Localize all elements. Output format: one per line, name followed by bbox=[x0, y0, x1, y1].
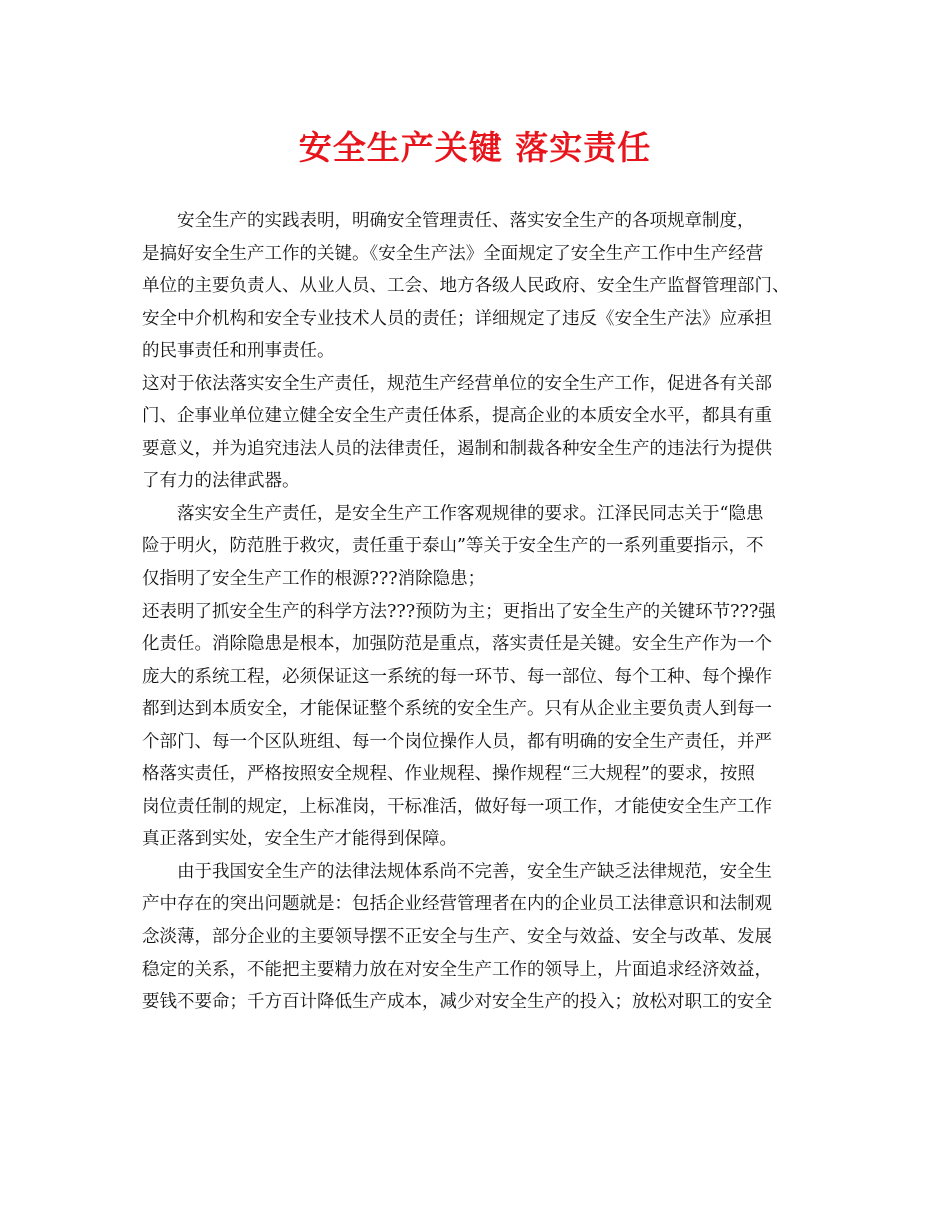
text-line: 产中存在的突出问题就是：包括企业经营管理者在内的企业员工法律意识和法制观 bbox=[142, 894, 772, 915]
text-line: 仅指明了安全生产工作的根源???消除隐患； bbox=[142, 569, 486, 590]
text-line: 格落实责任，严格按照安全规程、作业规程、操作规程“三大规程”的要求，按照 bbox=[142, 764, 755, 785]
text-line: 单位的主要负责人、从业人员、工会、地方各级人民政府、安全生产监督管理部门、 bbox=[142, 276, 790, 297]
text-line: 门、企事业单位建立健全安全生产责任体系，提高企业的本质安全水平，都具有重 bbox=[142, 406, 772, 427]
text-line: 庞大的系统工程，必须保证这一系统的每一环节、每一部位、每个工种、每个操作 bbox=[142, 666, 772, 687]
text-line: 安全生产的实践表明，明确安全管理责任、落实安全生产的各项规章制度， bbox=[142, 211, 755, 231]
text-line: 由于我国安全生产的法律法规体系尚不完善，安全生产缺乏法律规范，安全生 bbox=[142, 861, 772, 882]
document-title: 安全生产关键 落实责任 bbox=[298, 128, 652, 167]
text-line: 落实安全生产责任，是安全生产工作客观规律的要求。江泽民同志关于“隐患 bbox=[142, 503, 764, 524]
document-body bbox=[142, 205, 814, 1019]
text-line: 安全中介机构和安全专业技术人员的责任；详细规定了违反《安全生产法》应承担 bbox=[142, 308, 772, 329]
text-line: 的民事责任和刑事责任。 bbox=[142, 341, 335, 362]
text-line: 要钱不要命；千方百计降低生产成本，减少对安全生产的投入；放松对职工的安全 bbox=[142, 992, 772, 1013]
text-line: 还表明了抓安全生产的科学方法???预防为主；更指出了安全生产的关键环节???强 bbox=[142, 601, 776, 622]
text-line: 化责任。消除隐患是根本，加强防范是重点，落实责任是关键。安全生产作为一个 bbox=[142, 634, 772, 655]
text-line: 这对于依法落实安全生产责任，规范生产经营单位的安全生产工作，促进各有关部 bbox=[142, 373, 772, 394]
text-line: 要意义，并为追究违法人员的法律责任，遏制和制裁各种安全生产的违法行为提供 bbox=[142, 438, 772, 459]
text-line: 稳定的关系，不能把主要精力放在对安全生产工作的领导上，片面追求经济效益， bbox=[142, 959, 772, 980]
text-line: 念淡薄，部分企业的主要领导摆不正安全与生产、安全与效益、安全与改革、发展 bbox=[142, 927, 772, 948]
text-line: 了有力的法律武器。 bbox=[142, 471, 300, 492]
text-line: 真正落到实处，安全生产才能得到保障。 bbox=[142, 829, 457, 850]
text-line: 险于明火，防范胜于救灾，责任重于泰山”等关于安全生产的一系列重要指示，不 bbox=[142, 536, 764, 557]
text-line: 是搞好安全生产工作的关键。《安全生产法》全面规定了安全生产工作中生产经营 bbox=[142, 243, 764, 264]
text-line: 岗位责任制的规定，上标准岗，干标准活，做好每一项工作，才能使安全生产工作 bbox=[142, 796, 772, 817]
text-line: 都到达到本质安全，才能保证整个系统的安全生产。只有从企业主要负责人到每一 bbox=[142, 699, 772, 720]
text-line: 个部门、每一个区队班组、每一个岗位操作人员，都有明确的安全生产责任，并严 bbox=[142, 731, 772, 752]
